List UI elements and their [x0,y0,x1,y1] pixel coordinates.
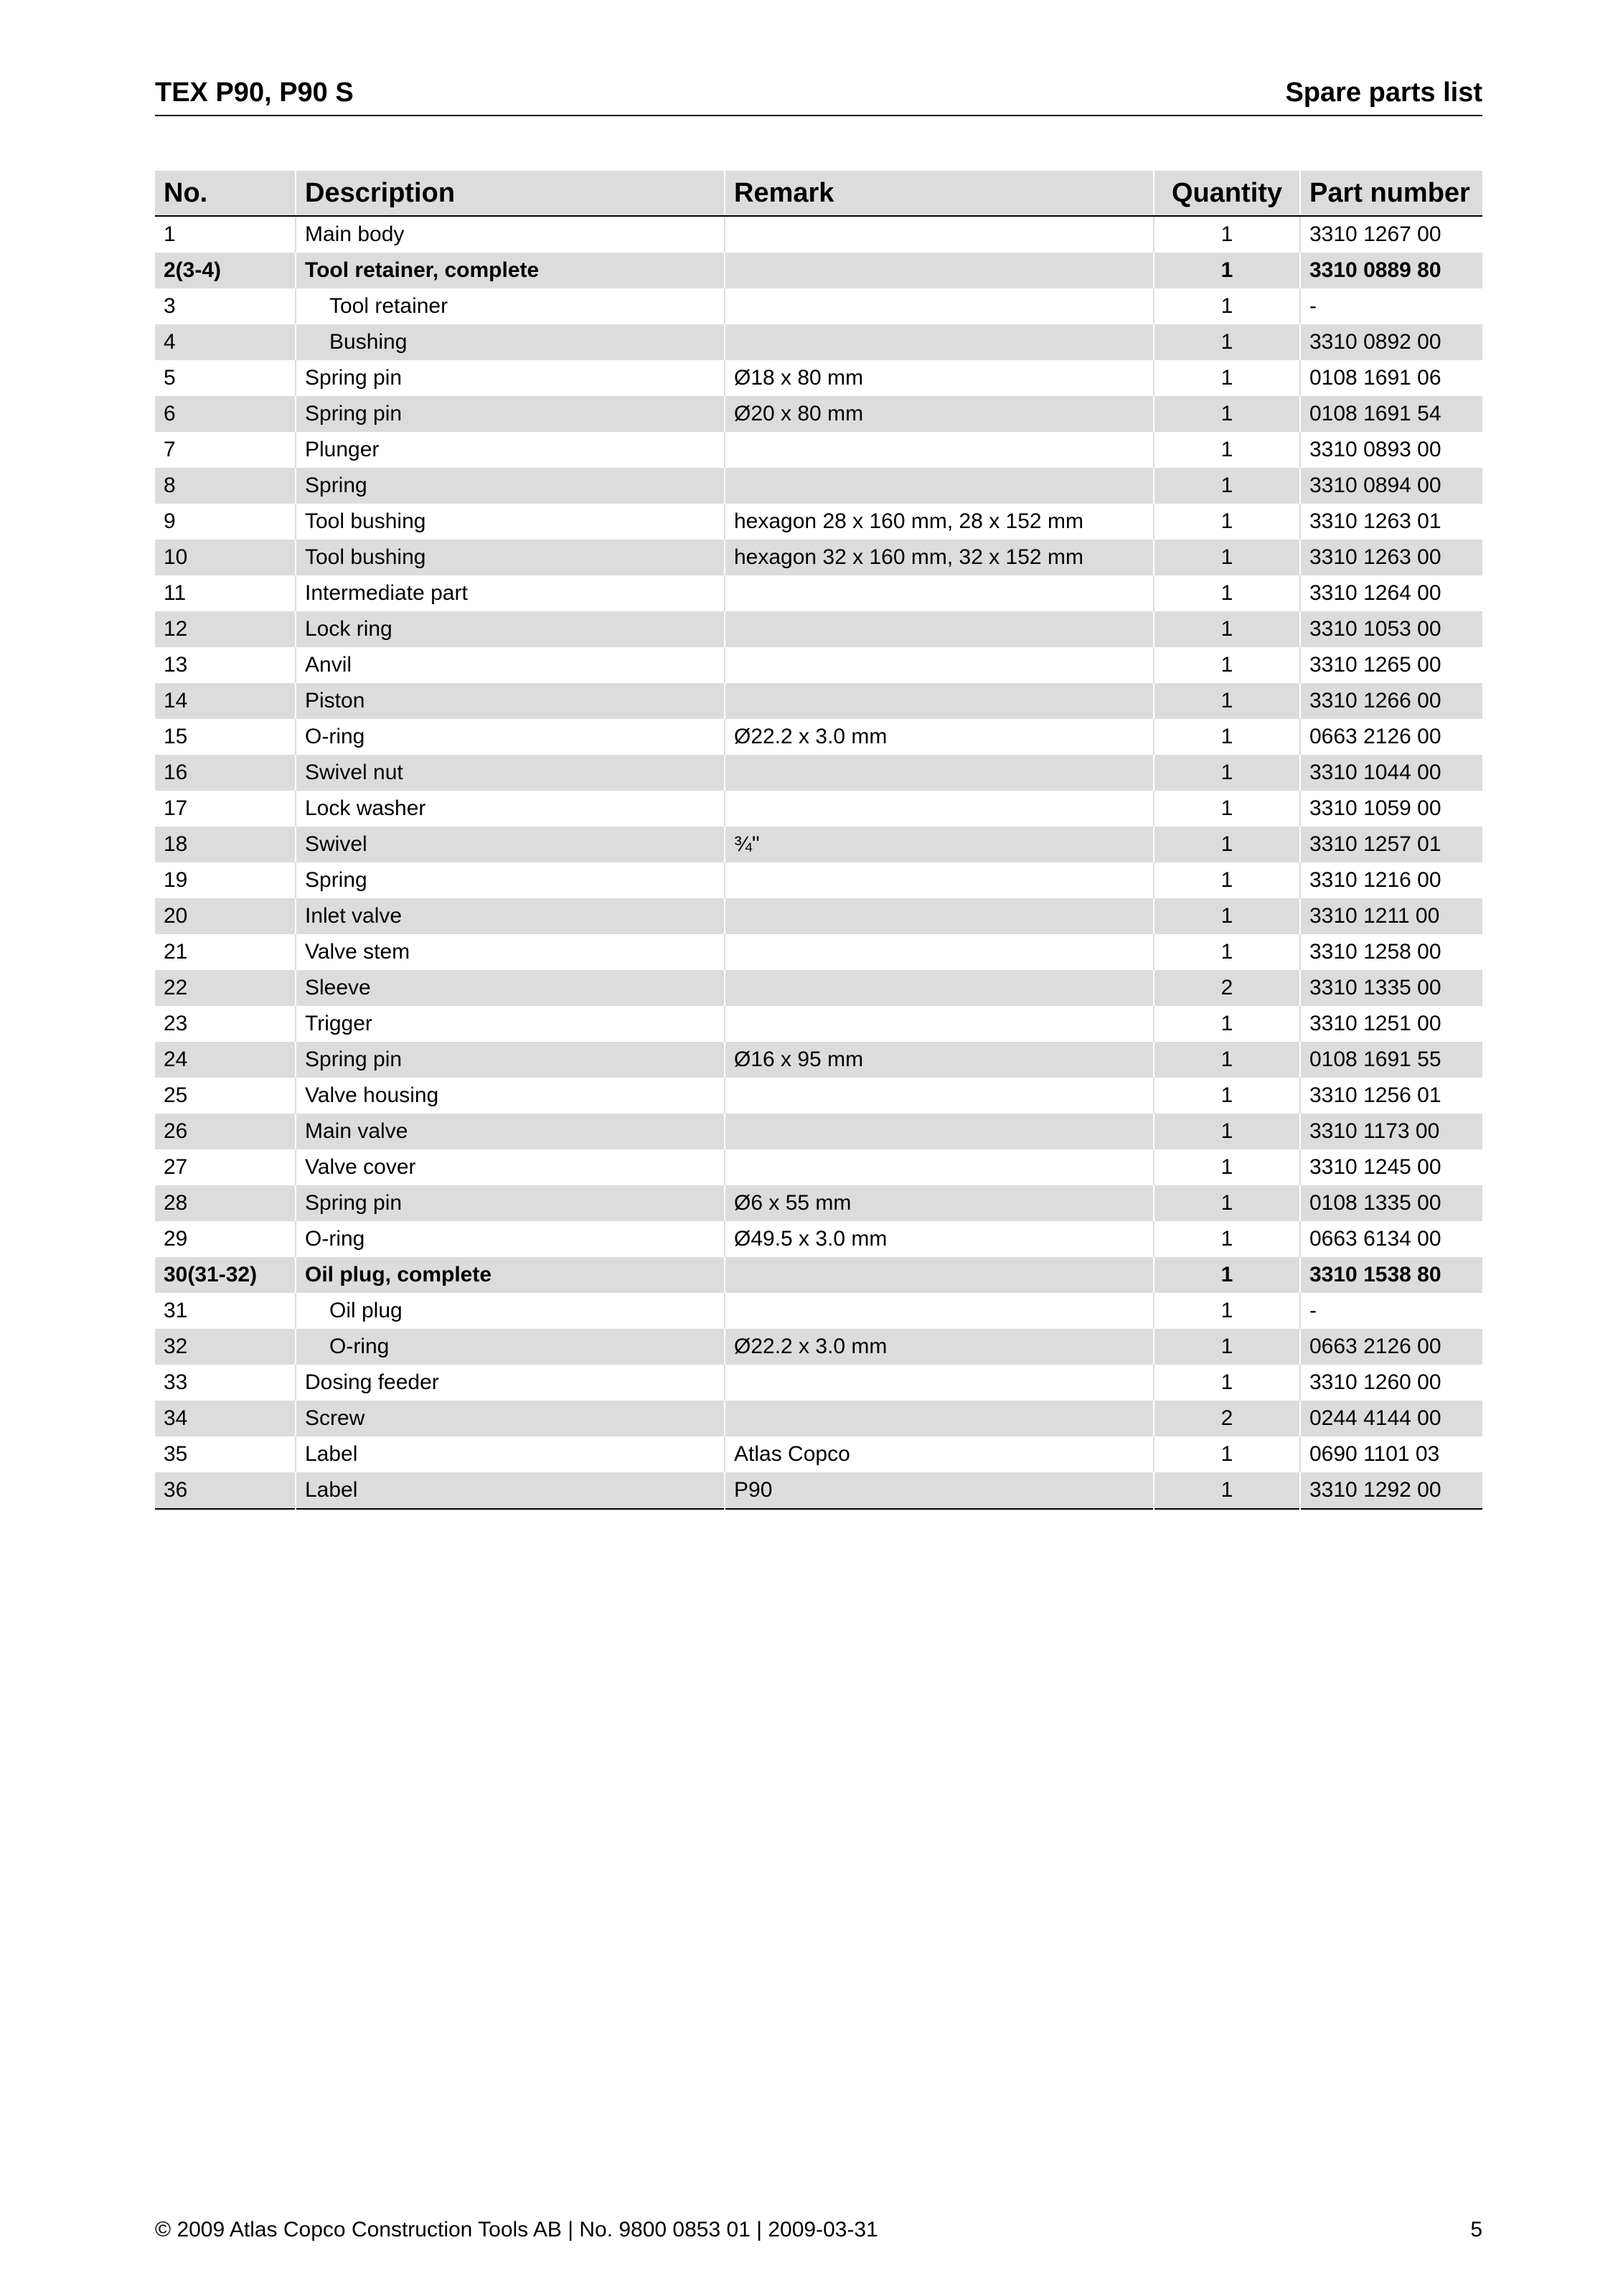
part-no-cell: 13 [164,653,188,677]
quantity-cell: 1 [1154,540,1300,575]
remark-cell [725,575,1154,611]
part-number-cell: 3310 1335 00 [1300,970,1482,1006]
part-no-cell: 34 [155,1401,296,1436]
part-number-cell: 3310 1263 00 [1300,540,1482,575]
table-row [155,575,1482,611]
part-no-cell: 21 [164,940,188,964]
part-number-cell: 3310 1267 00 [1300,216,1482,253]
quantity-cell: 1 [1154,611,1300,647]
part-number-cell: 3310 0889 80 [1300,253,1482,288]
description-cell: Spring [296,468,725,504]
description-cell: Tool retainer, complete [296,253,725,288]
remark-cell: hexagon 28 x 160 mm, 28 x 152 mm [725,504,1154,540]
description-cell: Spring pin [296,396,725,432]
description-cell: Valve cover [296,1149,725,1185]
quantity-cell: 1 [1154,1329,1300,1365]
part-no-cell: 35 [164,1442,188,1466]
part-number-cell: 3310 1266 00 [1300,683,1482,719]
table-row [155,360,1482,396]
description-cell: Spring pin [296,1185,725,1221]
description-cell: Valve housing [296,1078,725,1114]
part-no-cell: 4 [155,324,296,360]
remark-cell [725,970,1154,1006]
part-no-cell: 28 [155,1185,296,1221]
description-cell: Valve stem [296,934,725,970]
quantity-cell: 1 [1154,1042,1300,1078]
table-row [155,1293,1482,1329]
description-cell: Intermediate part [296,575,725,611]
remark-cell: Ø6 x 55 mm [725,1185,1154,1221]
table-row [155,1257,1482,1293]
description-cell: Dosing feeder [296,1365,725,1401]
table-row [155,611,1482,647]
table-row [155,1185,1482,1221]
column-header-description: Description [296,171,725,216]
part-number-cell: 3310 0894 00 [1300,468,1482,504]
part-no-cell: 10 [155,540,296,575]
quantity-cell: 1 [1154,288,1300,324]
quantity-cell: 1 [1154,755,1300,791]
table-row [155,396,1482,432]
description-cell: Spring pin [296,1042,725,1078]
remark-cell: Ø16 x 95 mm [725,1042,1154,1078]
description-cell: O-ring [296,1221,725,1257]
remark-cell [725,324,1154,360]
part-no-cell: 3 [164,294,176,318]
remark-cell [725,288,1154,324]
remark-cell [725,468,1154,504]
description-cell: Swivel [296,827,725,862]
part-no-cell: 33 [164,1370,188,1394]
part-no-cell: 36 [155,1472,296,1509]
remark-cell: Ø22.2 x 3.0 mm [725,1329,1154,1365]
copyright-text: © 2009 Atlas Copco Construction Tools AB | No. 9800 0853 01 | 2009-03-31 [155,2218,878,2241]
quantity-cell: 1 [1154,1257,1300,1293]
part-number-cell: 3310 1245 00 [1300,1149,1482,1185]
table-row [155,862,1482,898]
part-number-cell: 3310 1173 00 [1300,1114,1482,1149]
remark-cell [725,1078,1154,1114]
document-title: TEX P90, P90 S [155,77,354,108]
table-row [155,719,1482,755]
table-header [155,171,1482,216]
part-number-cell: 3310 1256 01 [1300,1078,1482,1114]
quantity-cell: 1 [1154,898,1300,934]
description-cell: Oil plug, complete [296,1257,725,1293]
column-header-part-number: Part number [1300,171,1482,216]
part-number-cell: 3310 1216 00 [1300,862,1482,898]
quantity-cell: 1 [1154,1221,1300,1257]
description-cell: Main valve [296,1114,725,1149]
quantity-cell: 1 [1154,1185,1300,1221]
remark-cell [725,216,1154,253]
part-number-cell: 3310 1265 00 [1300,647,1482,683]
table-row [155,1221,1482,1257]
page-footer [155,2214,1482,2246]
quantity-cell: 1 [1154,827,1300,862]
description-cell: Tool bushing [296,504,725,540]
part-number-cell: 3310 1260 00 [1300,1365,1482,1401]
quantity-cell: 1 [1154,504,1300,540]
description-cell: Oil plug [296,1293,725,1329]
description-cell: Trigger [296,1006,725,1042]
part-no-cell: 17 [164,796,188,820]
part-number-cell: 3310 1257 01 [1300,827,1482,862]
remark-cell [725,934,1154,970]
description-cell: O-ring [296,719,725,755]
part-no-cell: 19 [164,868,188,892]
part-no-cell: 14 [155,683,296,719]
table-row [155,540,1482,575]
description-cell: O-ring [296,1329,725,1365]
description-cell: Label [296,1436,725,1472]
part-number-cell: 3310 1292 00 [1300,1472,1482,1509]
description-cell: Inlet valve [296,898,725,934]
table-row [155,1329,1482,1365]
table-row [155,647,1482,683]
remark-cell [725,432,1154,468]
part-no-cell: 8 [155,468,296,504]
table-row [155,432,1482,468]
quantity-cell: 1 [1154,216,1300,253]
quantity-cell: 1 [1154,324,1300,360]
remark-cell: Atlas Copco [725,1436,1154,1472]
description-cell: Label [296,1472,725,1509]
part-no-cell: 5 [164,366,176,390]
part-no-cell: 16 [155,755,296,791]
part-number-cell: 3310 1264 00 [1300,575,1482,611]
part-no-cell: 18 [155,827,296,862]
part-no-cell: 26 [155,1114,296,1149]
spare-parts-table [155,171,1482,1510]
description-cell: Sleeve [296,970,725,1006]
table-row [155,1436,1482,1472]
part-no-cell: 11 [164,581,187,605]
description-cell: Spring pin [296,360,725,396]
table-row [155,253,1482,288]
part-number-cell: 0244 4144 00 [1300,1401,1482,1436]
quantity-cell: 1 [1154,862,1300,898]
description-cell: Tool retainer [296,288,725,324]
table-row [155,1472,1482,1509]
remark-cell: Ø22.2 x 3.0 mm [725,719,1154,755]
quantity-cell: 1 [1154,934,1300,970]
quantity-cell: 1 [1154,1149,1300,1185]
remark-cell [725,253,1154,288]
part-number-cell: 3310 1211 00 [1300,898,1482,934]
part-no-cell: 23 [164,1012,188,1035]
part-number-cell: - [1300,288,1482,324]
table-row [155,898,1482,934]
table-row [155,1006,1482,1042]
table-row [155,324,1482,360]
table-body [155,216,1482,1509]
part-number-cell: 3310 1044 00 [1300,755,1482,791]
part-no-cell: 30(31-32) [155,1257,296,1293]
quantity-cell: 1 [1154,575,1300,611]
description-cell: Screw [296,1401,725,1436]
remark-cell [725,1401,1154,1436]
table-row [155,827,1482,862]
quantity-cell: 1 [1154,360,1300,396]
part-no-cell: 7 [164,438,176,461]
table-row [155,934,1482,970]
remark-cell: P90 [725,1472,1154,1509]
part-no-cell: 1 [164,222,176,246]
remark-cell: ¾" [725,827,1154,862]
description-cell: Lock ring [296,611,725,647]
description-cell: Anvil [296,647,725,683]
part-no-cell: 32 [155,1329,296,1365]
part-number-cell: 3310 1263 01 [1300,504,1482,540]
description-cell: Plunger [296,432,725,468]
part-number-cell: - [1300,1293,1482,1329]
table-row [155,504,1482,540]
remark-cell [725,683,1154,719]
table-row [155,755,1482,791]
quantity-cell: 1 [1154,719,1300,755]
table-row [155,1114,1482,1149]
table-row [155,970,1482,1006]
part-number-cell: 0663 6134 00 [1300,1221,1482,1257]
description-cell: Main body [296,216,725,253]
table-row [155,1042,1482,1078]
table-row [155,1149,1482,1185]
part-no-cell: 20 [155,898,296,934]
quantity-cell: 1 [1154,1006,1300,1042]
part-no-cell: 12 [155,611,296,647]
table-row [155,1365,1482,1401]
part-no-cell: 2(3-4) [155,253,296,288]
remark-cell: Ø49.5 x 3.0 mm [725,1221,1154,1257]
part-number-cell: 3310 1258 00 [1300,934,1482,970]
quantity-cell: 1 [1154,683,1300,719]
table-row [155,791,1482,827]
remark-cell [725,898,1154,934]
part-number-cell: 3310 0893 00 [1300,432,1482,468]
column-header-quantity: Quantity [1154,171,1300,216]
quantity-cell: 2 [1154,970,1300,1006]
part-no-cell: 24 [155,1042,296,1078]
quantity-cell: 1 [1154,253,1300,288]
quantity-cell: 1 [1154,1078,1300,1114]
part-number-cell: 0663 2126 00 [1300,1329,1482,1365]
quantity-cell: 1 [1154,791,1300,827]
part-number-cell: 3310 1538 80 [1300,1257,1482,1293]
remark-cell [725,862,1154,898]
remark-cell [725,1114,1154,1149]
part-number-cell: 3310 0892 00 [1300,324,1482,360]
part-number-cell: 0108 1691 55 [1300,1042,1482,1078]
remark-cell [725,647,1154,683]
table-row [155,216,1482,253]
part-no-cell: 15 [164,725,188,748]
part-number-cell: 0108 1335 00 [1300,1185,1482,1221]
page-number: 5 [1470,2218,1482,2241]
table-row [155,468,1482,504]
remark-cell [725,1257,1154,1293]
remark-cell [725,1293,1154,1329]
part-no-cell: 9 [164,509,176,533]
part-number-cell: 0108 1691 06 [1300,360,1482,396]
quantity-cell: 2 [1154,1401,1300,1436]
quantity-cell: 1 [1154,1293,1300,1329]
description-cell: Lock washer [296,791,725,827]
column-header-remark: Remark [725,171,1154,216]
quantity-cell: 1 [1154,1365,1300,1401]
description-cell: Piston [296,683,725,719]
column-header-no: No. [155,171,296,216]
table-row [155,1401,1482,1436]
table-row [155,683,1482,719]
table-row [155,1078,1482,1114]
table-row [155,288,1482,324]
part-no-cell: 25 [164,1083,188,1107]
quantity-cell: 1 [1154,1472,1300,1509]
part-no-cell: 31 [164,1299,188,1322]
remark-cell [725,1149,1154,1185]
quantity-cell: 1 [1154,1436,1300,1472]
remark-cell: Ø20 x 80 mm [725,396,1154,432]
remark-cell [725,611,1154,647]
part-no-cell: 29 [164,1227,188,1251]
part-no-cell: 6 [155,396,296,432]
part-number-cell: 0108 1691 54 [1300,396,1482,432]
description-cell: Tool bushing [296,540,725,575]
remark-cell [725,1365,1154,1401]
description-cell: Bushing [296,324,725,360]
part-number-cell: 0690 1101 03 [1300,1436,1482,1472]
header-row [155,171,1482,216]
part-number-cell: 3310 1251 00 [1300,1006,1482,1042]
part-no-cell: 27 [164,1155,188,1179]
description-cell: Spring [296,862,725,898]
quantity-cell: 1 [1154,396,1300,432]
part-no-cell: 22 [155,970,296,1006]
section-title: Spare parts list [1285,77,1482,108]
description-cell: Swivel nut [296,755,725,791]
part-number-cell: 0663 2126 00 [1300,719,1482,755]
page-header [155,75,1482,116]
remark-cell: Ø18 x 80 mm [725,360,1154,396]
remark-cell [725,755,1154,791]
quantity-cell: 1 [1154,468,1300,504]
part-number-cell: 3310 1059 00 [1300,791,1482,827]
part-number-cell: 3310 1053 00 [1300,611,1482,647]
remark-cell [725,791,1154,827]
quantity-cell: 1 [1154,1114,1300,1149]
remark-cell: hexagon 32 x 160 mm, 32 x 152 mm [725,540,1154,575]
remark-cell [725,1006,1154,1042]
quantity-cell: 1 [1154,647,1300,683]
quantity-cell: 1 [1154,432,1300,468]
